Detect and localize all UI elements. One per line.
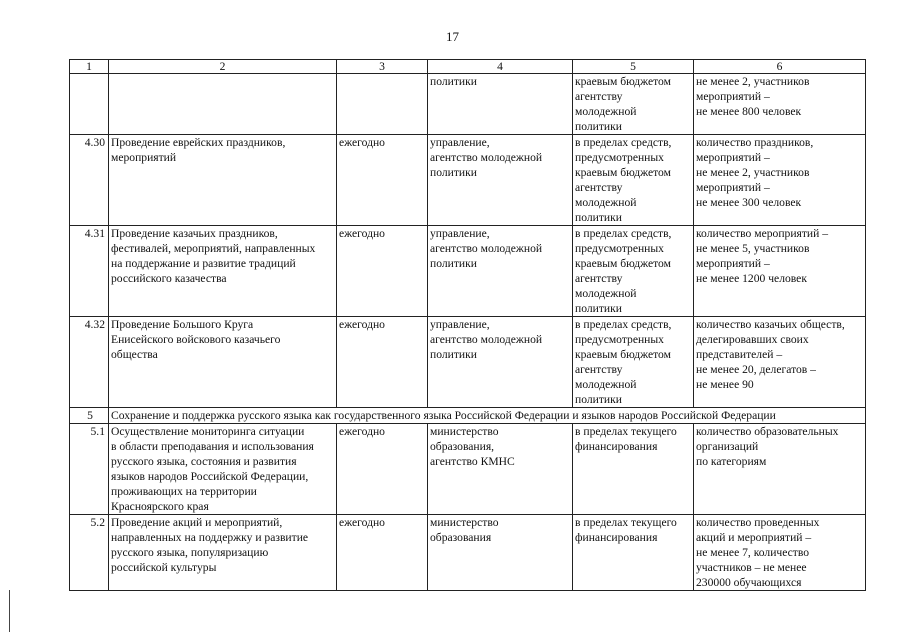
row-number: 5.2 [70,515,109,591]
row-number: 4.32 [70,317,109,408]
table-row [70,226,866,317]
activity-indicator: количество праздников, мероприятий – не менее 2, участников мероприятий – не менее 300 человек [694,135,866,226]
section-title: Сохранение и поддержка русского языка как государственного языка Российской Федерации и языков народов Российской Федерации [109,408,866,424]
row-number: 4.31 [70,226,109,317]
table-row [70,424,866,515]
activity-executor: министерство образования, агентство КМНС [428,424,573,515]
activity-name: Осуществление мониторинга ситуации в области преподавания и использования русского языка, состояния и развития языков народов Российской Федерации, проживающих на территории Красноярского края [109,424,337,515]
activity-indicator: количество мероприятий – не менее 5, участников мероприятий – не менее 1200 человек [694,226,866,317]
activity-indicator: количество образовательных организаций по категориям [694,424,866,515]
activity-period: ежегодно [337,226,428,317]
activity-executor: управление, агентство молодежной политики [428,226,573,317]
column-header: 1 [70,60,109,74]
activity-period: ежегодно [337,317,428,408]
row-number: 5.1 [70,424,109,515]
table-row [70,135,866,226]
activity-name: Проведение Большого Круга Енисейского войскового казачьего общества [109,317,337,408]
activity-period: ежегодно [337,515,428,591]
section-number: 5 [70,408,109,424]
column-header: 2 [109,60,337,74]
plan-table [69,59,866,591]
table-row [70,74,866,135]
activity-funding: в пределах средств, предусмотренных краевым бюджетом агентству молодежной политики [573,226,694,317]
activity-indicator: не менее 2, участников мероприятий – не менее 800 человек [694,74,866,135]
column-header: 5 [573,60,694,74]
activity-indicator: количество казачьих обществ, делегировавших своих представителей – не менее 20, делегатов – не менее 90 [694,317,866,408]
activity-funding: краевым бюджетом агентству молодежной политики [573,74,694,135]
table-row [70,317,866,408]
row-number: 4.30 [70,135,109,226]
activity-executor: управление, агентство молодежной политики [428,317,573,408]
activity-executor: управление, агентство молодежной политики [428,135,573,226]
activity-funding: в пределах средств, предусмотренных краевым бюджетом агентству молодежной политики [573,135,694,226]
row-number [70,74,109,135]
activity-name: Проведение еврейских праздников, мероприятий [109,135,337,226]
activity-indicator: количество проведенных акций и мероприятий – не менее 7, количество участников – не менее 230000 обучающихся [694,515,866,591]
column-header: 3 [337,60,428,74]
table-row [70,515,866,591]
column-header: 6 [694,60,866,74]
activity-funding: в пределах текущего финансирования [573,515,694,591]
activity-period: ежегодно [337,135,428,226]
page-number: 17 [446,29,459,44]
activity-period: ежегодно [337,424,428,515]
column-header: 4 [428,60,573,74]
activity-funding: в пределах текущего финансирования [573,424,694,515]
activity-executor: политики [428,74,573,135]
activity-name [109,74,337,135]
activity-name: Проведение казачьих праздников, фестивалей, мероприятий, направленных на поддержание и развитие традиций российского казачества [109,226,337,317]
activity-name: Проведение акций и мероприятий, направленных на поддержку и развитие русского языка, популяризацию российской культуры [109,515,337,591]
section-row [70,408,866,424]
scan-edge-mark [9,590,10,632]
activity-period [337,74,428,135]
activity-executor: министерство образования [428,515,573,591]
table-header-row [70,60,866,74]
activity-funding: в пределах средств, предусмотренных краевым бюджетом агентству молодежной политики [573,317,694,408]
